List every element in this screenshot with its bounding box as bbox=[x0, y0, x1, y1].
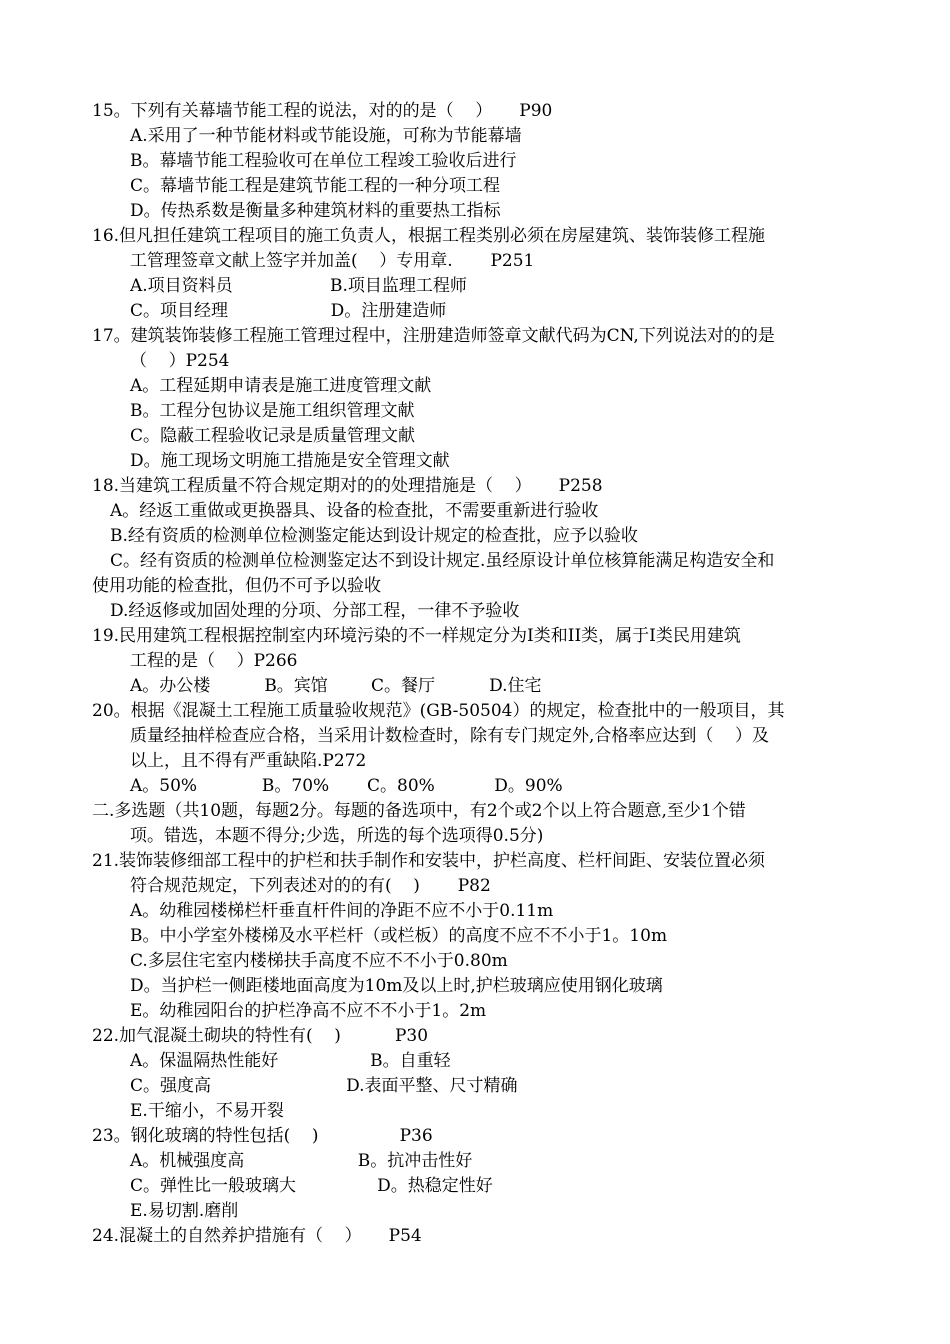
q18-option-c-line1: C。经有资质的检测单位检测鉴定达不到设计规定.虽经原设计单位核算能满足构造安全和 bbox=[110, 551, 775, 571]
q23-options-cd: C。弹性比一般玻璃大 D。热稳定性好 bbox=[130, 1176, 493, 1196]
q21-option-a: A。幼稚园楼梯栏杆垂直杆件间的净距不应不小于0.11m bbox=[130, 901, 554, 921]
q19-stem-line1: 19.民用建筑工程根据控制室内环境污染的不一样规定分为I类和II类，属于I类民用建筑 bbox=[92, 626, 741, 646]
q21-option-c: C.多层住宅室内楼梯扶手高度不应不不小于0.80m bbox=[130, 951, 508, 971]
section2-heading-line1: 二.多选题（共10题，每题2分。每题的备选项中，有2个或2个以上符合题意,至少1个错 bbox=[92, 801, 746, 821]
q18-option-a: A。经返工重做或更换器具、设备的检查批，不需要重新进行验收 bbox=[110, 501, 599, 521]
q15-option-b: B。幕墙节能工程验收可在单位工程竣工验收后进行 bbox=[130, 151, 517, 171]
q15-option-c: C。幕墙节能工程是建筑节能工程的一种分项工程 bbox=[130, 176, 501, 196]
q22-option-e: E.干缩小，不易开裂 bbox=[130, 1101, 284, 1121]
q22-stem: 22.加气混凝土砌块的特性有( ) P30 bbox=[92, 1026, 429, 1046]
q22-options-cd: C。强度高 D.表面平整、尺寸精确 bbox=[130, 1076, 518, 1096]
q21-stem-line2: 符合规范规定，下列表述对的的有( ) P82 bbox=[130, 876, 491, 896]
q17-option-a: A。工程延期申请表是施工进度管理文献 bbox=[130, 376, 432, 396]
q18-option-d: D.经返修或加固处理的分项、分部工程，一律不予验收 bbox=[110, 601, 520, 621]
q17-stem-line1: 17。建筑装饰装修工程施工管理过程中，注册建造师签章文献代码为CN,下列说法对的的是 bbox=[92, 326, 775, 346]
q19-stem-line2: 工程的是（ ）P266 bbox=[130, 651, 298, 671]
q21-stem-line1: 21.装饰装修细部工程中的护栏和扶手制作和安装中，护栏高度、栏杆间距、安装位置必须 bbox=[92, 851, 766, 871]
q20-stem-line1: 20。根据《混凝土工程施工质量验收规范》(GB-50504）的规定，检查批中的一般项目，其 bbox=[92, 701, 785, 721]
q15-option-a: A.采用了一种节能材料或节能设施，可称为节能幕墙 bbox=[130, 126, 522, 146]
q23-stem: 23。钢化玻璃的特性包括( ) P36 bbox=[92, 1126, 433, 1146]
q20-options: A。50% B。70% C。80% D。90% bbox=[130, 776, 563, 796]
q20-stem-line3: 以上，且不得有严重缺陷.P272 bbox=[130, 751, 367, 771]
q17-stem-line2: （ ）P254 bbox=[130, 351, 230, 371]
q18-option-b: B.经有资质的检测单位检测鉴定能达到设计规定的检查批，应予以验收 bbox=[110, 526, 638, 546]
q20-stem-line2: 质量经抽样检查应合格，当采用计数检查时，除有专门规定外,合格率应达到（ ）及 bbox=[130, 726, 770, 746]
q15-option-d: D。传热系数是衡量多种建筑材料的重要热工指标 bbox=[130, 201, 501, 221]
q24-stem: 24.混凝土的自然养护措施有（ ） P54 bbox=[92, 1226, 422, 1246]
q16-options-cd: C。项目经理 D。注册建造师 bbox=[130, 301, 447, 321]
q21-option-d: D。当护栏一侧距楼地面高度为10m及以上时,护栏玻璃应使用钢化玻璃 bbox=[130, 976, 663, 996]
q23-option-e: E.易切割.磨削 bbox=[130, 1201, 239, 1221]
q19-options: A。办公楼 B。宾馆 C。餐厅 D.住宅 bbox=[130, 676, 542, 696]
q22-options-ab: A。保温隔热性能好 B。自重轻 bbox=[130, 1051, 451, 1071]
q17-option-c: C。隐蔽工程验收记录是质量管理文献 bbox=[130, 426, 416, 446]
q18-stem: 18.当建筑工程质量不符合规定期对的的处理措施是（ ） P258 bbox=[92, 476, 603, 496]
q16-stem-line1: 16.但凡担任建筑工程项目的施工负责人，根据工程类别必须在房屋建筑、装饰装修工程施 bbox=[92, 226, 766, 246]
q16-stem-line2: 工管理签章文献上签字并加盖( ）专用章. P251 bbox=[130, 251, 535, 271]
q17-option-b: B。工程分包协议是施工组织管理文献 bbox=[130, 401, 415, 421]
q16-options-ab: A.项目资料员 B.项目监理工程师 bbox=[130, 276, 467, 296]
section2-heading-line2: 项。错选，本题不得分;少选，所选的每个选项得0.5分) bbox=[130, 826, 544, 846]
q17-option-d: D。施工现场文明施工措施是安全管理文献 bbox=[130, 451, 450, 471]
q21-option-e: E。幼稚园阳台的护栏净高不应不不小于1。2m bbox=[130, 1001, 487, 1021]
q18-option-c-line2: 使用功能的检查批，但仍不可予以验收 bbox=[92, 576, 381, 596]
q21-option-b: B。中小学室外楼梯及水平栏杆（或栏板）的高度不应不不小于1。10m bbox=[130, 926, 668, 946]
q15-stem: 15。下列有关幕墙节能工程的说法，对的的是（ ） P90 bbox=[92, 101, 553, 121]
q23-options-ab: A。机械强度高 B。抗冲击性好 bbox=[130, 1151, 473, 1171]
